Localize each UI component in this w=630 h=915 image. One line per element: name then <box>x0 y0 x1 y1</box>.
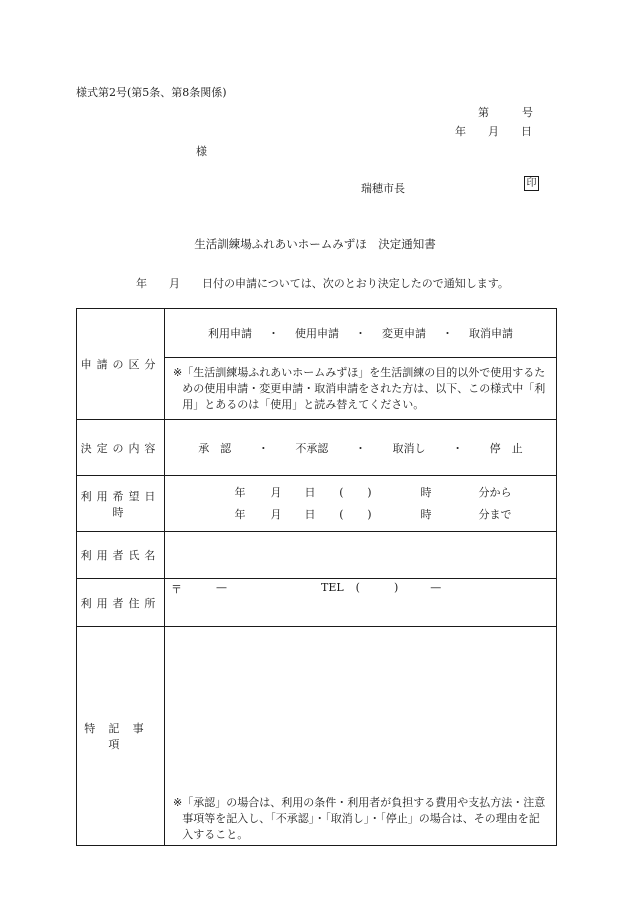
separator: ・ <box>354 441 366 455</box>
separator: ・ <box>355 327 366 340</box>
name-label: 利用者氏名 <box>77 532 165 579</box>
option-change-application[interactable]: 変更申請 <box>382 327 426 340</box>
separator: ・ <box>268 327 279 340</box>
datetime-field[interactable] <box>165 476 557 532</box>
option-approve[interactable]: 承 認 <box>198 441 232 455</box>
option-suspend[interactable]: 停 止 <box>489 441 523 455</box>
issue-date-field: 年 月 日 <box>455 125 532 138</box>
separator: ・ <box>452 441 464 455</box>
tel-paren-close: ) <box>393 581 399 594</box>
address-label: 利用者住所 <box>77 579 165 627</box>
datetime-to-line: 年 月 日 ( ) 時 分まで <box>234 507 512 521</box>
address-field[interactable] <box>165 579 557 627</box>
seal-stamp-icon: 印 <box>524 176 539 191</box>
note-text: 「生活訓練場ふれあいホームみずほ」を生活訓練の目的以外で使用するための使用申請・変更申請・取消申請をされた方は、以下、この様式中「利用」とあるのは「使用」と読み替えてください。 <box>182 365 546 411</box>
postal-dash: — <box>216 581 227 594</box>
name-field[interactable] <box>165 532 557 579</box>
separator: ・ <box>442 327 453 340</box>
decision-form-table <box>76 308 557 846</box>
note-mark: ※ <box>173 365 183 379</box>
postal-mark: 〒 <box>171 583 182 596</box>
application-type-label: 申請の区分 <box>77 309 165 420</box>
option-cancel-application[interactable]: 取消申請 <box>469 327 513 340</box>
remarks-note-mark: ※ <box>173 796 183 809</box>
option-revoke[interactable]: 取消し <box>392 441 426 455</box>
datetime-from-line: 年 月 日 ( ) 時 分から <box>234 485 512 499</box>
tel-paren-open: ( <box>355 581 360 594</box>
separator: ・ <box>257 441 269 455</box>
application-type-note <box>165 358 557 420</box>
document-title: 生活訓練場ふれあいホームみずほ 決定通知書 <box>194 237 436 251</box>
option-disapprove[interactable]: 不承認 <box>295 441 329 455</box>
decision-label: 決定の内容 <box>77 420 165 476</box>
option-usage-application[interactable]: 使用申請 <box>295 327 339 340</box>
issuer-mayor: 瑞穂市長 <box>361 182 405 195</box>
recipient-honorific: 様 <box>196 145 207 158</box>
remarks-field[interactable] <box>165 627 557 846</box>
decision-options <box>165 420 557 476</box>
notice-sentence: 年 月 日付の申請については、次のとおり決定したので通知します。 <box>136 277 509 290</box>
remarks-note-text: 「承認」の場合は、利用の条件・利用者が負担する費用や支払方法・注意事項等を記入し、「不承認」・「取消し」・「停止」の場合は、その理由を記入すること。 <box>182 796 546 841</box>
option-use-application[interactable]: 利用申請 <box>208 327 252 340</box>
datetime-label: 利用希望日時 <box>77 476 165 532</box>
remarks-label: 特記事項 <box>77 627 165 846</box>
document-number-field: 第 号 <box>478 106 533 119</box>
tel-label: TEL <box>321 581 344 594</box>
tel-dash: — <box>430 581 442 594</box>
form-number: 様式第2号(第5条、第8条関係) <box>76 86 227 99</box>
application-type-options <box>165 309 557 358</box>
